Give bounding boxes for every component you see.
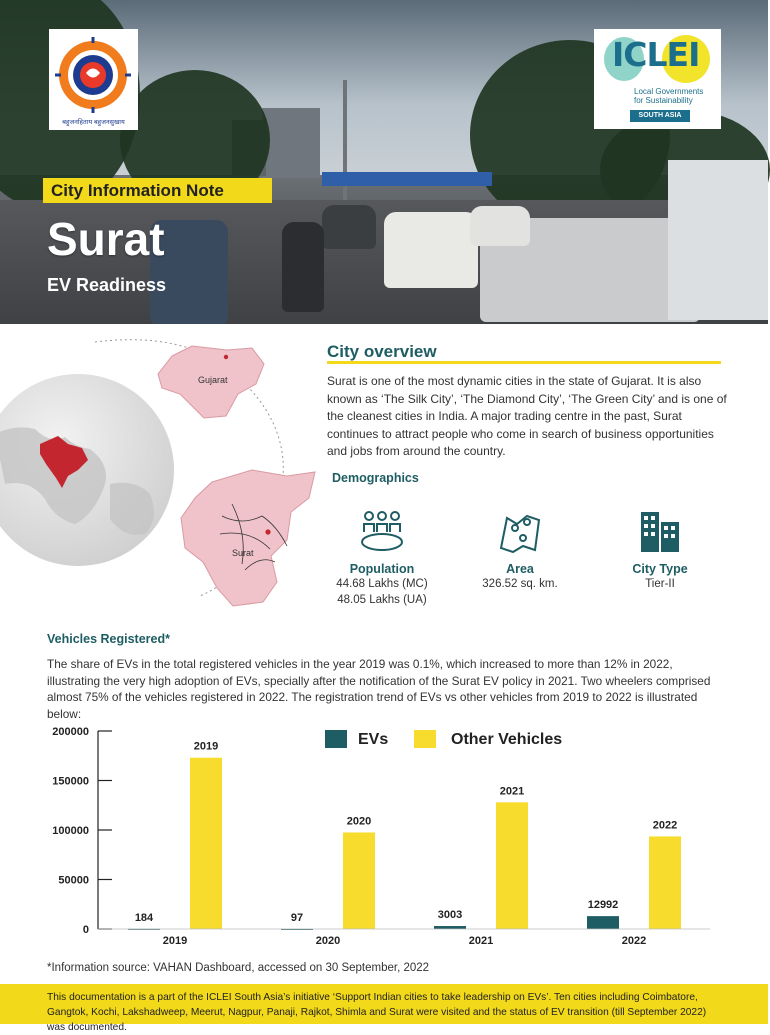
footer-note: This documentation is a part of the ICLEI South Asia’s initiative ‘Support Indian cities to take leadership on EVs’. Ten cities including Coimbatore, Gangtok, Kochi, Lakshadweep, Meerut, Nagpur, Panaji, Rajkot, Shimla and Surat were visited and the status of EV transition (till September 2022) was documented.: [0, 984, 768, 1024]
iclei-subline: [634, 87, 703, 105]
legend-other-label: Other Vehicles: [451, 731, 563, 748]
vehicles-chart-svg: [0, 718, 768, 953]
hero-car: [322, 205, 376, 249]
demographic-population: [317, 508, 447, 608]
overview-heading: City overview: [327, 342, 437, 361]
information-source: *Information source: VAHAN Dashboard, accessed on 30 September, 2022: [47, 962, 430, 974]
bar-other-label-2019: 2019: [193, 740, 219, 753]
x-tick-label-2019: 2019: [162, 935, 188, 947]
population-value-mc: 44.68 Lakhs (MC): [336, 578, 428, 590]
y-tick-label: 50000: [58, 874, 89, 887]
bar-other-2022: [649, 836, 681, 929]
y-tick-label: 150000: [52, 775, 89, 788]
hero-truck: [668, 160, 768, 320]
city-information-note-label: City Information Note: [43, 178, 272, 203]
y-tick-label: 200000: [52, 726, 89, 738]
municipal-motto: बहुजनहिताय बहुजनसुखाय: [62, 119, 125, 126]
demographics-heading: Demographics: [332, 471, 419, 485]
city-type-value: Tier-II: [645, 578, 675, 590]
bar-other-label-2022: 2022: [652, 819, 678, 832]
area-label: Area: [506, 562, 534, 576]
hero-sign-gantry: [322, 172, 492, 186]
vehicles-heading: Vehicles Registered*: [47, 632, 170, 646]
area-value: 326.52 sq. km.: [482, 578, 558, 590]
municipal-logo: [49, 29, 138, 130]
iclei-wordmark: ICLEI: [612, 35, 700, 74]
iclei-logo: [594, 29, 721, 129]
legend-other-swatch: [414, 730, 436, 748]
bar-other-label-2021: 2021: [499, 785, 525, 798]
hero-motorbike: [282, 222, 324, 312]
vehicles-paragraph: The share of EVs in the total registered vehicles in the year 2019 was 0.1%, which increased to more than 12% in 2022, illustrating the very high adoption of EVs, specially after the notification of the Surat EV policy in 2021. Two wheelers comprised almost 75% of the vehicles registered in 2022. The registration trend of EVs vs other vehicles from 2019 to 2022 is illustrated below:: [47, 657, 711, 721]
bar-ev-value-2021: 3003: [437, 909, 463, 922]
iclei-subline-1: Local Governments: [634, 87, 704, 96]
demographic-area: [455, 508, 585, 592]
city-buildings-icon: [637, 508, 683, 554]
municipal-seal-icon: [49, 29, 138, 130]
x-tick-label-2022: 2022: [621, 935, 647, 947]
bar-other-label-2020: 2020: [346, 815, 372, 828]
legend-ev-label: EVs: [358, 731, 389, 748]
bar-other-2019: [190, 758, 222, 929]
bar-ev-value-2019: 184: [134, 911, 154, 924]
overview-underline: [327, 361, 721, 364]
bar-other-2021: [496, 802, 528, 929]
x-tick-label-2021: 2021: [468, 935, 494, 947]
hero-car: [384, 212, 478, 288]
iclei-subline-2: for Sustainability: [634, 96, 693, 105]
population-value-ua: 48.05 Lakhs (UA): [337, 594, 427, 606]
location-map: [0, 334, 320, 624]
hero-building: [262, 108, 320, 178]
bar-ev-value-2020: 97: [290, 911, 304, 924]
vehicles-bar-chart: [0, 718, 768, 953]
area-map-icon: [497, 508, 543, 554]
location-map-graphic: [0, 334, 320, 624]
population-label: Population: [349, 562, 415, 576]
city-type-label: City Type: [632, 562, 688, 576]
bar-ev-2022: [587, 916, 619, 929]
population-icon: [359, 508, 405, 554]
y-tick-label: 100000: [52, 825, 89, 837]
bar-ev-value-2022: 12992: [587, 899, 619, 912]
page-subtitle: EV Readiness: [47, 275, 167, 295]
iclei-region-tag: SOUTH ASIA: [630, 110, 690, 122]
y-tick-label: 0: [82, 924, 89, 936]
surat-label: Surat: [232, 548, 254, 558]
page-title: Surat: [47, 213, 165, 265]
bar-other-2020: [343, 832, 375, 929]
surat-shape: [181, 470, 315, 606]
bar-ev-2021: [434, 926, 466, 929]
demographic-city-type: [595, 508, 725, 592]
overview-paragraph: Surat is one of the most dynamic cities in the state of Gujarat. It is also known as ‘The Silk City’, ‘The Diamond City’, ‘The Green City’ and is one of the cleanest cities in India. A major trading centre in the past, Surat continues to attract people who come in search of business opportunities and jobs from around the country.: [327, 374, 727, 458]
gujarat-label: Gujarat: [198, 375, 228, 385]
x-tick-label-2020: 2020: [315, 935, 341, 947]
hero-photo: [0, 0, 768, 324]
hero-car: [470, 206, 530, 246]
legend-ev-swatch: [325, 730, 347, 748]
